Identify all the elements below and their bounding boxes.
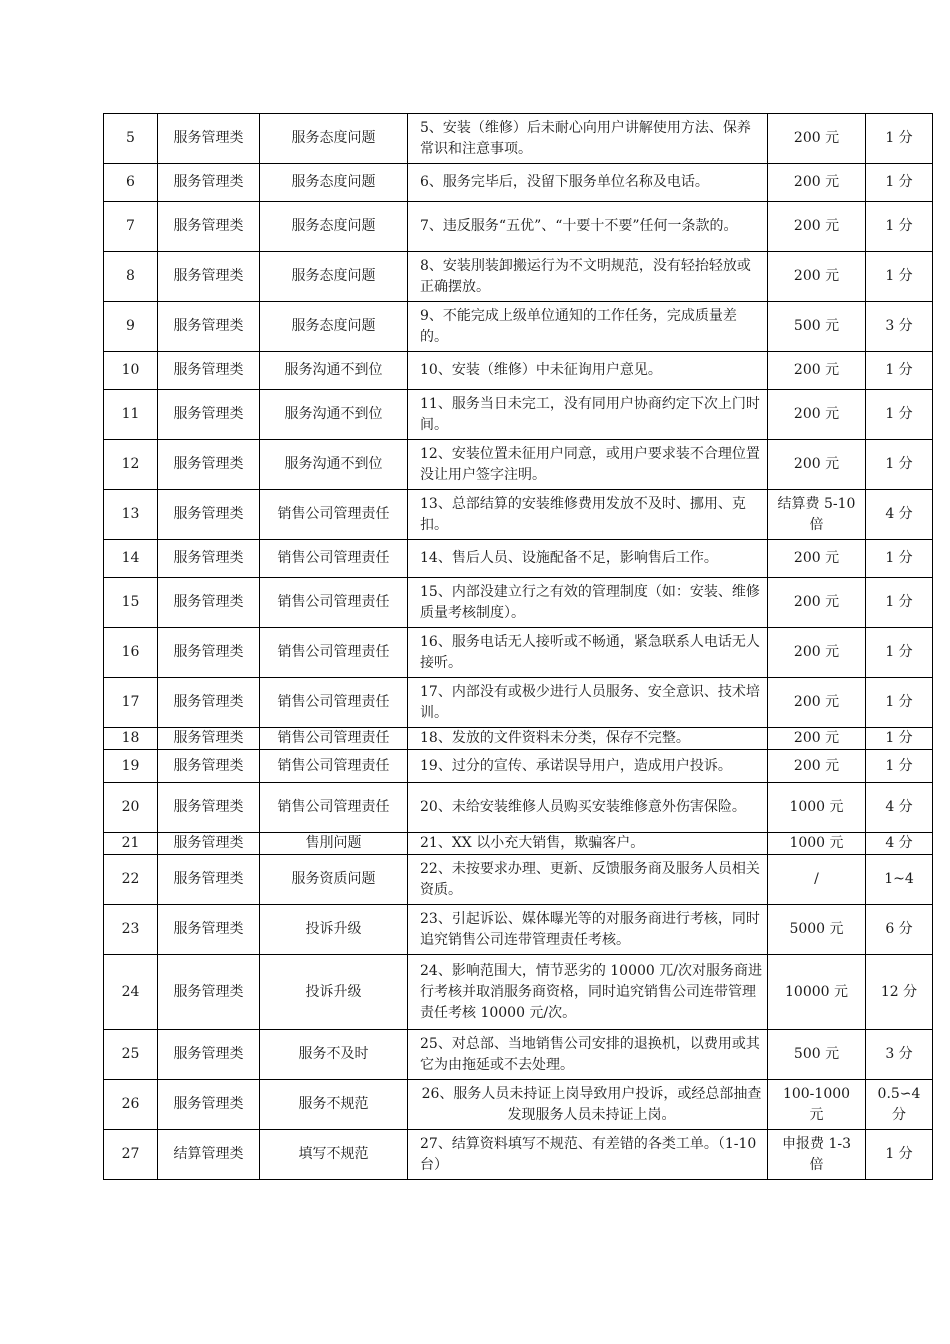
issue-type-cell: 投诉升级 <box>260 905 408 955</box>
table-row <box>104 114 933 164</box>
issue-type-cell: 服务资质问题 <box>260 855 408 905</box>
penalty-fee-cell: 200 元 <box>768 202 866 252</box>
description-cell: 10、安装（维修）中未征询用户意见。 <box>408 352 768 390</box>
table-row <box>104 628 933 678</box>
category-cell: 服务管理类 <box>158 628 260 678</box>
issue-type-cell: 销售公司管理责任 <box>260 578 408 628</box>
table-row <box>104 1080 933 1130</box>
issue-type-cell: 服务态度问题 <box>260 252 408 302</box>
score-cell: 1 分 <box>866 352 933 390</box>
category-cell: 服务管理类 <box>158 202 260 252</box>
score-cell: 3 分 <box>866 302 933 352</box>
issue-type-cell: 服务不规范 <box>260 1080 408 1130</box>
table-row <box>104 783 933 833</box>
row-number: 19 <box>104 750 158 783</box>
category-cell: 服务管理类 <box>158 390 260 440</box>
penalty-fee-cell: 100-1000 元 <box>768 1080 866 1130</box>
description-cell: 14、售后人员、设施配备不足，影响售后工作。 <box>408 540 768 578</box>
score-cell: 6 分 <box>866 905 933 955</box>
description-cell: 19、过分的宣传、承诺误导用户，造成用户投诉。 <box>408 750 768 783</box>
score-cell: 1 分 <box>866 578 933 628</box>
penalty-fee-cell: 申报费 1-3 倍 <box>768 1130 866 1180</box>
category-cell: 服务管理类 <box>158 833 260 855</box>
score-cell: 1 分 <box>866 628 933 678</box>
score-cell: 4 分 <box>866 783 933 833</box>
description-cell: 23、引起诉讼、媒体曝光等的对服务商进行考核，同时追究销售公司连带管理责任考核。 <box>408 905 768 955</box>
issue-type-cell: 服务沟通不到位 <box>260 390 408 440</box>
description-cell: 5、安装（维修）后未耐心向用户讲解使用方法、保养常识和注意事项。 <box>408 114 768 164</box>
row-number: 15 <box>104 578 158 628</box>
description-cell: 6、服务完毕后，没留下服务单位名称及电话。 <box>408 164 768 202</box>
issue-type-cell: 销售公司管理责任 <box>260 750 408 783</box>
row-number: 12 <box>104 440 158 490</box>
category-cell: 结算管理类 <box>158 1130 260 1180</box>
table-row <box>104 833 933 855</box>
penalty-fee-cell: 200 元 <box>768 628 866 678</box>
score-cell: 1~4 <box>866 855 933 905</box>
description-cell: 22、未按要求办理、更新、反馈服务商及服务人员相关资质。 <box>408 855 768 905</box>
issue-type-cell: 服务态度问题 <box>260 164 408 202</box>
table-row <box>104 1030 933 1080</box>
issue-type-cell: 销售公司管理责任 <box>260 678 408 728</box>
row-number: 6 <box>104 164 158 202</box>
row-number: 24 <box>104 955 158 1030</box>
issue-type-cell: 填写不规范 <box>260 1130 408 1180</box>
category-cell: 服务管理类 <box>158 783 260 833</box>
score-cell: 1 分 <box>866 440 933 490</box>
table-row <box>104 164 933 202</box>
table-row <box>104 302 933 352</box>
penalty-fee-cell: 200 元 <box>768 352 866 390</box>
category-cell: 服务管理类 <box>158 578 260 628</box>
issue-type-cell: 服务沟通不到位 <box>260 440 408 490</box>
penalty-fee-cell: 200 元 <box>768 678 866 728</box>
score-cell: 1 分 <box>866 164 933 202</box>
table-row <box>104 390 933 440</box>
penalty-fee-cell: 200 元 <box>768 750 866 783</box>
table-row <box>104 202 933 252</box>
description-cell: 21、XX 以小充大销售，欺骗客户。 <box>408 833 768 855</box>
issue-type-cell: 销售公司管理责任 <box>260 783 408 833</box>
issue-type-cell: 服务态度问题 <box>260 202 408 252</box>
description-cell: 12、安装位置未征用户同意，或用户要求装不合理位置没让用户签字注明。 <box>408 440 768 490</box>
description-cell: 27、结算资料填写不规范、有差错的各类工单。（1-10 台） <box>408 1130 768 1180</box>
penalty-fee-cell: / <box>768 855 866 905</box>
row-number: 18 <box>104 728 158 750</box>
table-row <box>104 490 933 540</box>
table-row <box>104 440 933 490</box>
category-cell: 服务管理类 <box>158 114 260 164</box>
category-cell: 服务管理类 <box>158 1030 260 1080</box>
row-number: 9 <box>104 302 158 352</box>
score-cell: 12 分 <box>866 955 933 1030</box>
penalty-fee-cell: 10000 元 <box>768 955 866 1030</box>
row-number: 5 <box>104 114 158 164</box>
penalty-fee-cell: 1000 元 <box>768 783 866 833</box>
category-cell: 服务管理类 <box>158 728 260 750</box>
description-cell: 11、服务当日未完工，没有同用户协商约定下次上门时间。 <box>408 390 768 440</box>
score-cell: 1 分 <box>866 114 933 164</box>
row-number: 13 <box>104 490 158 540</box>
row-number: 23 <box>104 905 158 955</box>
row-number: 7 <box>104 202 158 252</box>
issue-type-cell: 服务不及时 <box>260 1030 408 1080</box>
description-cell: 20、未给安装维修人员购买安装维修意外伤害保险。 <box>408 783 768 833</box>
penalty-fee-cell: 500 元 <box>768 302 866 352</box>
issue-type-cell: 销售公司管理责任 <box>260 490 408 540</box>
category-cell: 服务管理类 <box>158 302 260 352</box>
description-cell: 26、服务人员未持证上岗导致用户投诉，或经总部抽查发现服务人员未持证上岗。 <box>408 1080 768 1130</box>
row-number: 22 <box>104 855 158 905</box>
description-cell: 7、违反服务“五优”、“十要十不要”任何一条款的。 <box>408 202 768 252</box>
description-cell: 25、对总部、当地销售公司安排的退换机，以费用或其它为由拖延或不去处理。 <box>408 1030 768 1080</box>
penalty-fee-cell: 5000 元 <box>768 905 866 955</box>
category-cell: 服务管理类 <box>158 440 260 490</box>
description-cell: 17、内部没有或极少进行人员服务、安全意识、技术培训。 <box>408 678 768 728</box>
table-row <box>104 955 933 1030</box>
table-row <box>104 728 933 750</box>
row-number: 14 <box>104 540 158 578</box>
penalty-fee-cell: 200 元 <box>768 390 866 440</box>
table-row <box>104 578 933 628</box>
table-row <box>104 540 933 578</box>
table-row <box>104 855 933 905</box>
row-number: 17 <box>104 678 158 728</box>
issue-type-cell: 服务态度问题 <box>260 114 408 164</box>
category-cell: 服务管理类 <box>158 252 260 302</box>
table-row <box>104 905 933 955</box>
score-cell: 1 分 <box>866 252 933 302</box>
issue-type-cell: 销售公司管理责任 <box>260 628 408 678</box>
row-number: 10 <box>104 352 158 390</box>
score-cell: 1 分 <box>866 750 933 783</box>
description-cell: 8、安装刖装卸搬运行为不文明规范，没有轻抬轻放或正确摆放。 <box>408 252 768 302</box>
penalty-table <box>103 113 933 1180</box>
score-cell: 1 分 <box>866 540 933 578</box>
description-cell: 24、影响范围大，情节恶劣的 10000 兀/次对服务商进行考核并取消服务商资格，同时追究销售公司连带管理责任考核 10000 元/次。 <box>408 955 768 1030</box>
penalty-fee-cell: 200 元 <box>768 252 866 302</box>
category-cell: 服务管理类 <box>158 955 260 1030</box>
row-number: 27 <box>104 1130 158 1180</box>
category-cell: 服务管理类 <box>158 855 260 905</box>
score-cell: 4 分 <box>866 833 933 855</box>
category-cell: 服务管理类 <box>158 905 260 955</box>
score-cell: 4 分 <box>866 490 933 540</box>
table-row <box>104 678 933 728</box>
score-cell: 1 分 <box>866 202 933 252</box>
description-cell: 16、服务电话无人接听或不畅通，紧急联系人电话无人接听。 <box>408 628 768 678</box>
issue-type-cell: 销售公司管理责任 <box>260 540 408 578</box>
score-cell: 1 分 <box>866 1130 933 1180</box>
row-number: 25 <box>104 1030 158 1080</box>
issue-type-cell: 服务沟通不到位 <box>260 352 408 390</box>
score-cell: 1 分 <box>866 728 933 750</box>
description-cell: 18、发放的文件资料未分类，保存不完整。 <box>408 728 768 750</box>
issue-type-cell: 销售公司管理责任 <box>260 728 408 750</box>
category-cell: 服务管理类 <box>158 540 260 578</box>
penalty-fee-cell: 200 元 <box>768 578 866 628</box>
category-cell: 服务管理类 <box>158 1080 260 1130</box>
issue-type-cell: 售刖问题 <box>260 833 408 855</box>
penalty-fee-cell: 1000 元 <box>768 833 866 855</box>
description-cell: 9、不能完成上级单位通知的工作任务，完成质量差的。 <box>408 302 768 352</box>
row-number: 16 <box>104 628 158 678</box>
penalty-fee-cell: 200 元 <box>768 540 866 578</box>
category-cell: 服务管理类 <box>158 352 260 390</box>
row-number: 20 <box>104 783 158 833</box>
category-cell: 服务管理类 <box>158 490 260 540</box>
category-cell: 服务管理类 <box>158 678 260 728</box>
table-row <box>104 750 933 783</box>
penalty-fee-cell: 500 元 <box>768 1030 866 1080</box>
penalty-fee-cell: 200 元 <box>768 440 866 490</box>
score-cell: 1 分 <box>866 678 933 728</box>
score-cell: 3 分 <box>866 1030 933 1080</box>
category-cell: 服务管理类 <box>158 750 260 783</box>
score-cell: 0.5∽4 分 <box>866 1080 933 1130</box>
penalty-fee-cell: 200 元 <box>768 164 866 202</box>
description-cell: 13、总部结算的安装维修费用发放不及时、挪用、克扣。 <box>408 490 768 540</box>
table-row <box>104 352 933 390</box>
penalty-fee-cell: 200 元 <box>768 728 866 750</box>
description-cell: 15、内部没建立行之有效的管理制度（如：安装、维修质量考核制度）。 <box>408 578 768 628</box>
issue-type-cell: 服务态度问题 <box>260 302 408 352</box>
row-number: 21 <box>104 833 158 855</box>
score-cell: 1 分 <box>866 390 933 440</box>
penalty-fee-cell: 200 元 <box>768 114 866 164</box>
table-row <box>104 252 933 302</box>
row-number: 26 <box>104 1080 158 1130</box>
row-number: 11 <box>104 390 158 440</box>
category-cell: 服务管理类 <box>158 164 260 202</box>
row-number: 8 <box>104 252 158 302</box>
issue-type-cell: 投诉升级 <box>260 955 408 1030</box>
table-row <box>104 1130 933 1180</box>
penalty-fee-cell: 结算费 5-10 倍 <box>768 490 866 540</box>
